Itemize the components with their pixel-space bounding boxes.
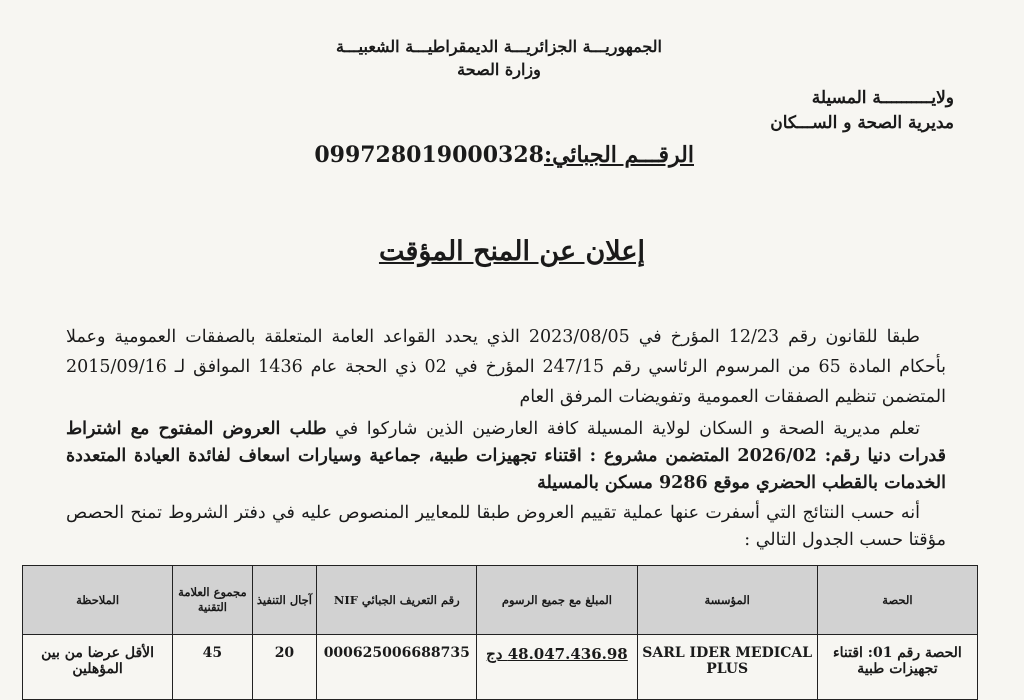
cell-score: 45 bbox=[173, 635, 253, 700]
republic-heading: الجمهوريـــة الجزائريـــة الديمقراطيـــة الشعبيـــة bbox=[336, 37, 662, 56]
wilaya-heading: ولايــــــــــة المسيلة bbox=[811, 88, 954, 108]
cell-lot: الحصة رقم 01: اقتناء تجهيزات طبية bbox=[817, 635, 977, 700]
results-table bbox=[22, 565, 978, 700]
cell-nif: 000625006688735 bbox=[317, 635, 477, 700]
ministry-heading: وزارة الصحة bbox=[457, 60, 541, 79]
col-delay: آجال التنفيذ bbox=[252, 566, 316, 635]
col-company: المؤسسة bbox=[637, 566, 817, 635]
col-score: مجموع العلامة التقنية bbox=[173, 566, 253, 635]
col-notes: الملاحظة bbox=[23, 566, 173, 635]
announcement-title: إعلان عن المنح المؤقت bbox=[378, 236, 646, 267]
cell-notes: الأقل عرضا من بين المؤهلين bbox=[23, 635, 173, 700]
legal-basis-paragraph: طبقا للقانون رقم 12/23 المؤرخ في 2023/08/05 الذي يحدد القواعد العامة المتعلقة بالصفقات العمومية وعملا بأحكام المادة 65 من المرسوم الرئاسي رقم 247/15 المؤرخ في 02 ذي الحجة عام 1436 الموافق لـ 2015/09/16 المتضمن تنظيم الصفقات العمومية وتفويضات المرفق العام bbox=[66, 327, 946, 407]
col-nif: رقم التعريف الجبائي NIF bbox=[317, 566, 477, 635]
col-amount: المبلغ مع جميع الرسوم bbox=[477, 566, 637, 635]
tax-id-value: 099728019000328 bbox=[314, 142, 544, 168]
col-lot: الحصة bbox=[817, 566, 977, 635]
tax-id-line bbox=[314, 142, 694, 168]
cell-company: SARL IDER MEDICAL PLUS bbox=[637, 635, 817, 700]
cell-delay: 20 bbox=[252, 635, 316, 700]
tender-reference: طلب العروض المفتوح مع اشتراط قدرات دنيا رقم: 2026/02 المتضمن مشروع : اقتناء تجهيزات طبية، جماعية وسيارات اسعاف لفائدة العيادة المتعددة الخدمات بالقطب الحضري موقع 9286 مسكن بالمسيلة bbox=[66, 419, 946, 493]
results-paragraph: أنه حسب النتائج التي أسفرت عنها عملية تقييم العروض طبقا للمعايير المنصوص عليه في دفتر الشروط تمنح الحصص مؤقتا حسب الجدول التالي : bbox=[66, 503, 946, 550]
cell-amount: 48.047.436.98 دج bbox=[477, 635, 637, 700]
directorate-heading: مديرية الصحة و الســـكان bbox=[770, 113, 954, 133]
table-header-row bbox=[23, 566, 978, 635]
tax-id-label: الرقـــم الجبائي: bbox=[543, 142, 694, 168]
notice-text: تعلم مديرية الصحة و السكان لولاية المسيلة كافة العارضين الذين شاركوا في bbox=[326, 419, 920, 439]
notice-paragraph bbox=[66, 416, 946, 497]
table-row bbox=[23, 635, 978, 700]
